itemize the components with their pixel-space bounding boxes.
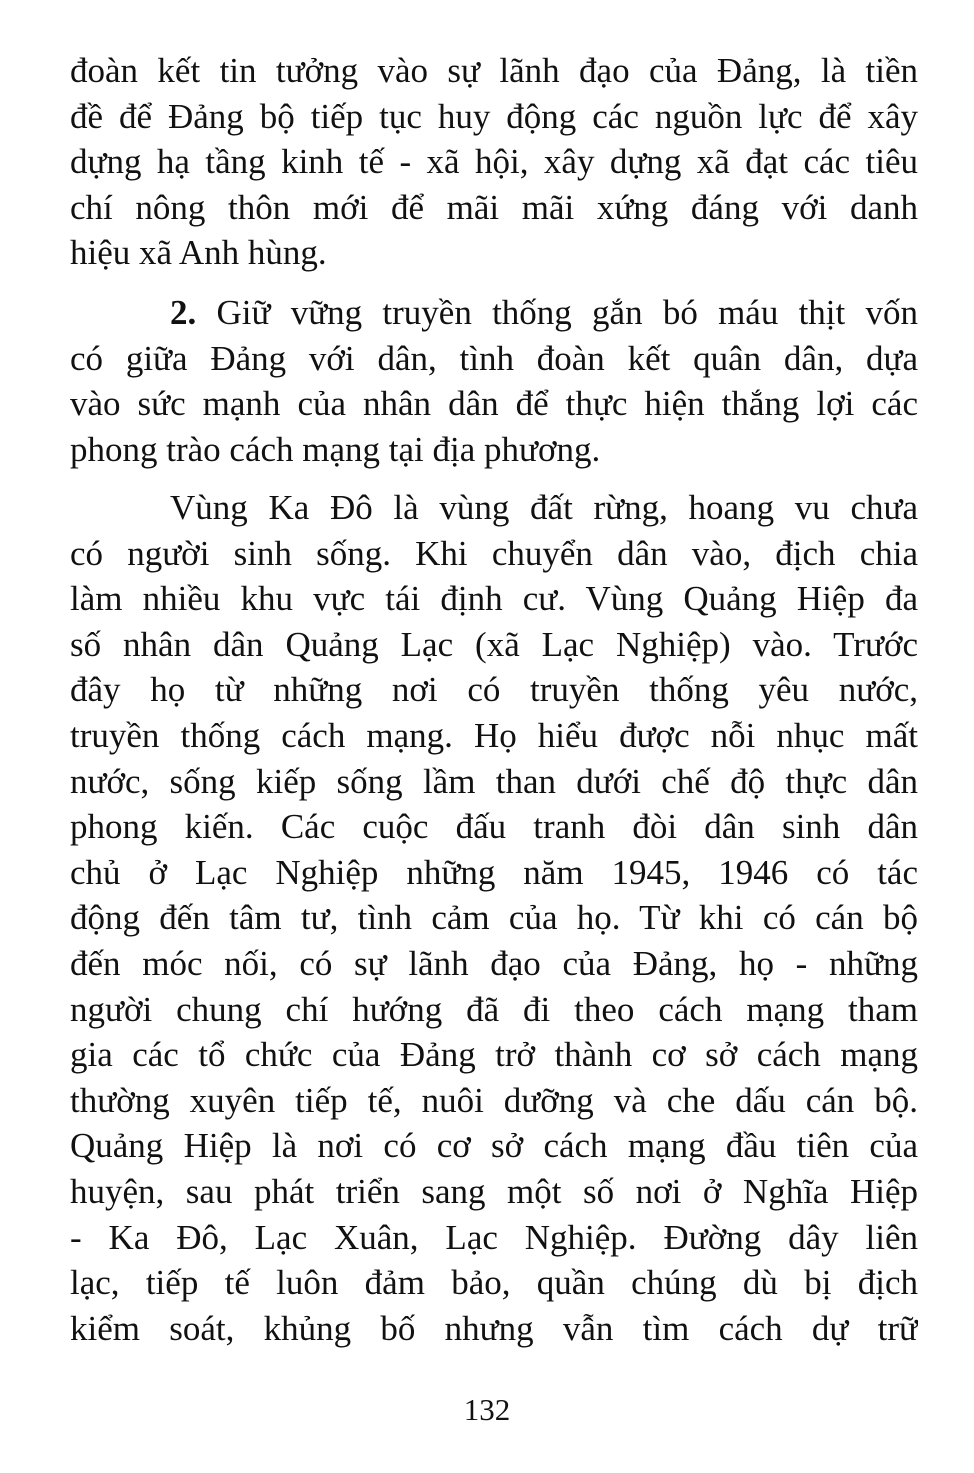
- paragraph-3-line: Vùng Ka Đô là vùng đất rừng, hoang vu chưa: [170, 488, 918, 527]
- paragraph-2-line: phong trào cách mạng tại địa phương.: [70, 429, 601, 469]
- paragraph-3-line: - Ka Đô, Lạc Xuân, Lạc Nghiệp. Đường dây liên: [70, 1217, 918, 1257]
- paragraph-3-line: kiểm soát, khủng bố nhưng vẫn tìm cách dự trữ: [70, 1308, 918, 1348]
- page-number: 132: [463, 1392, 511, 1427]
- paragraph-3-line: phong kiến. Các cuộc đấu tranh đòi dân sinh dân: [70, 807, 918, 847]
- paragraph-3-line: lạc, tiếp tế luôn đảm bảo, quần chúng dù bị địch: [70, 1263, 918, 1303]
- paragraph-2-first-line: [70, 290, 918, 336]
- paragraph-3-line: Quảng Hiệp là nơi có cơ sở cách mạng đầu tiên của: [70, 1126, 918, 1166]
- paragraph-1-line: dựng hạ tầng kinh tế - xã hội, xây dựng xã đạt các tiêu: [70, 142, 918, 182]
- paragraph-3-line: nước, sống kiếp sống lầm than dưới chế độ thực dân: [70, 761, 918, 801]
- paragraph-2-line-text: Giữ vững truyền thống gắn bó máu thịt vốn: [216, 293, 918, 332]
- paragraph-3-line: đây họ từ những nơi có truyền thống yêu nước,: [70, 670, 918, 710]
- paragraph-3-line: động đến tâm tư, tình cảm của họ. Từ khi có cán bộ: [70, 898, 918, 938]
- paragraph-1-line: đề để Đảng bộ tiếp tục huy động các nguồn lực để xây: [70, 96, 918, 136]
- paragraph-3: [70, 485, 918, 1351]
- paragraph-3-line: có người sinh sống. Khi chuyển dân vào, địch chia: [70, 533, 918, 573]
- paragraph-3-line: truyền thống cách mạng. Họ hiểu được nỗi nhục mất: [70, 715, 918, 755]
- paragraph-3-line: gia các tổ chức của Đảng trở thành cơ sở cách mạng: [70, 1035, 918, 1075]
- paragraph-3-line: người chung chí hướng đã đi theo cách mạng tham: [70, 989, 918, 1029]
- paragraph-3-line: đến móc nối, có sự lãnh đạo của Đảng, họ - những: [70, 943, 918, 983]
- paragraph-1-line: chí nông thôn mới để mãi mãi xứng đáng với danh: [70, 187, 918, 227]
- paragraph-3-line: làm nhiều khu vực tái định cư. Vùng Quảng Hiệp đa: [70, 579, 918, 619]
- paragraph-1-line: hiệu xã Anh hùng.: [70, 233, 327, 273]
- paragraph-2-line: vào sức mạnh của nhân dân để thực hiện thắng lợi các: [70, 384, 918, 424]
- paragraph-1: [70, 48, 918, 276]
- paragraph-3-line: thường xuyên tiếp tế, nuôi dưỡng và che dấu cán bộ.: [70, 1080, 918, 1120]
- paragraph-2-line: có giữa Đảng với dân, tình đoàn kết quân dân, dựa: [70, 338, 918, 378]
- section-number: 2.: [170, 293, 197, 332]
- paragraph-1-line: đoàn kết tin tưởng vào sự lãnh đạo của Đảng, là tiền: [70, 51, 918, 90]
- paragraph-3-line: huyện, sau phát triển sang một số nơi ở Nghĩa Hiệp: [70, 1171, 918, 1211]
- paragraph-3-line: số nhân dân Quảng Lạc (xã Lạc Nghiệp) vào. Trước: [70, 624, 918, 664]
- paragraph-3-line: chủ ở Lạc Nghiệp những năm 1945, 1946 có tác: [70, 852, 918, 892]
- paragraph-2: [70, 290, 918, 472]
